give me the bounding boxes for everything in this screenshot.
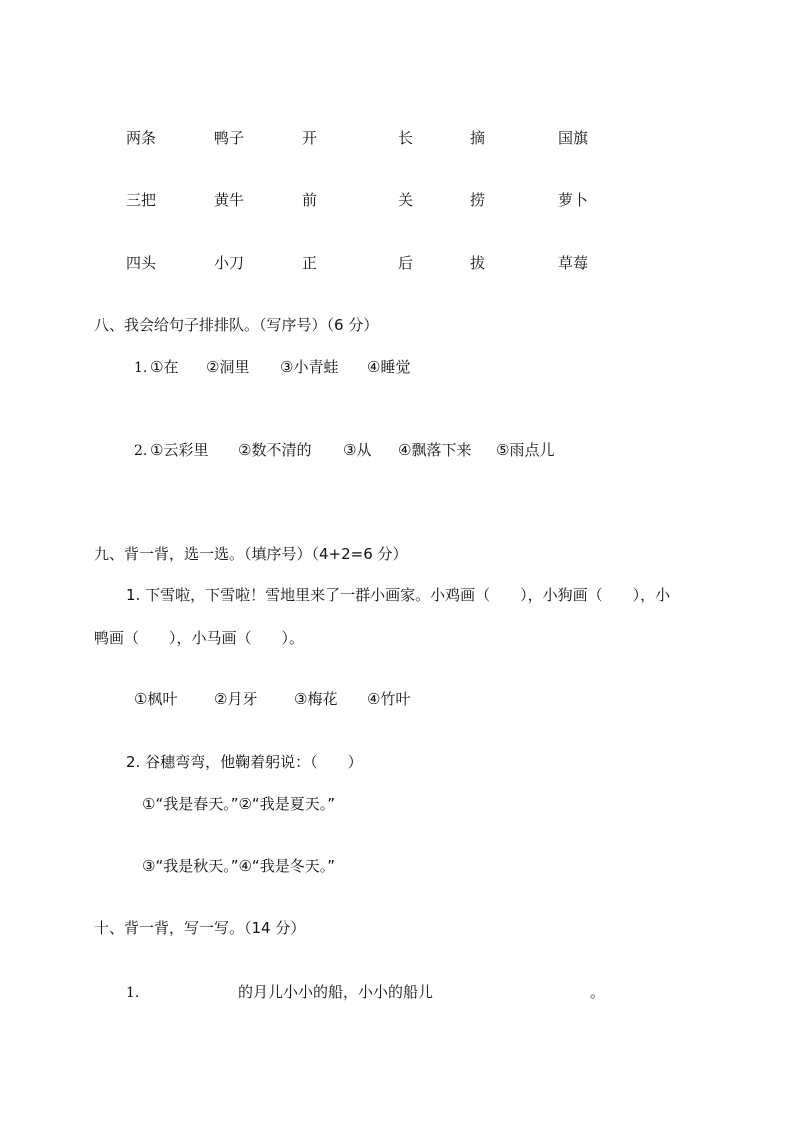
grid-cell: 萝卜 bbox=[558, 191, 589, 209]
option: ④竹叶 bbox=[367, 690, 411, 708]
grid-cell: 长 bbox=[398, 129, 414, 147]
section9-question-2-options-line-2: ③“我是秋天。”④“我是冬天。” bbox=[142, 857, 335, 875]
section9-question-2: 2. 谷穗弯弯，他鞠着躬说：（ ） bbox=[126, 753, 363, 771]
option: ④睡觉 bbox=[367, 358, 411, 376]
grid-cell: 草莓 bbox=[558, 254, 589, 272]
option: ①枫叶 bbox=[134, 690, 178, 708]
section9-question-1-line-1: 1. 下雪啦，下雪啦！雪地里来了一群小画家。小鸡画（ ），小狗画（ ），小 bbox=[126, 586, 671, 604]
grid-cell: 鸭子 bbox=[214, 129, 245, 147]
section9-question-1-line-2: 鸭画（ ），小马画（ ）。 bbox=[94, 629, 305, 647]
grid-cell: 摘 bbox=[470, 129, 486, 147]
section10-heading: 十、背一背，写一写。（14 分） bbox=[94, 919, 306, 937]
grid-cell: 四头 bbox=[126, 254, 157, 272]
grid-cell: 国旗 bbox=[558, 129, 589, 147]
grid-cell: 拔 bbox=[470, 254, 486, 272]
grid-cell: 正 bbox=[302, 254, 318, 272]
grid-cell: 两条 bbox=[126, 129, 157, 147]
option: ③梅花 bbox=[294, 690, 338, 708]
question-end: 。 bbox=[590, 983, 606, 1001]
grid-cell: 后 bbox=[398, 254, 414, 272]
question-number: 2. bbox=[134, 443, 148, 459]
option: ②数不清的 bbox=[238, 441, 312, 459]
grid-cell: 捞 bbox=[470, 191, 486, 209]
section8-heading: 八、我会给句子排排队。（写序号）（6 分） bbox=[94, 316, 379, 334]
option: ⑤雨点儿 bbox=[496, 441, 555, 459]
option: ②洞里 bbox=[206, 358, 250, 376]
grid-cell: 开 bbox=[302, 129, 318, 147]
option: ①在 bbox=[150, 358, 179, 376]
option: ③从 bbox=[343, 441, 372, 459]
grid-cell: 小刀 bbox=[214, 254, 245, 272]
grid-cell: 黄牛 bbox=[214, 191, 245, 209]
option: ④飘落下来 bbox=[398, 441, 472, 459]
section9-question-2-options-line-1: ①“我是春天。”②“我是夏天。” bbox=[142, 795, 335, 813]
section9-heading: 九、背一背，选一选。（填序号）（4+2=6 分） bbox=[94, 545, 408, 563]
option: ②月牙 bbox=[214, 690, 258, 708]
grid-cell: 三把 bbox=[126, 191, 157, 209]
question-number: 1. bbox=[126, 985, 140, 1001]
option: ①云彩里 bbox=[150, 441, 209, 459]
option: ③小青蛙 bbox=[280, 358, 339, 376]
question-text: 的月儿小小的船，小小的船儿 bbox=[238, 983, 434, 1001]
grid-cell: 前 bbox=[302, 191, 318, 209]
question-number: 1. bbox=[134, 360, 148, 376]
grid-cell: 关 bbox=[398, 191, 414, 209]
